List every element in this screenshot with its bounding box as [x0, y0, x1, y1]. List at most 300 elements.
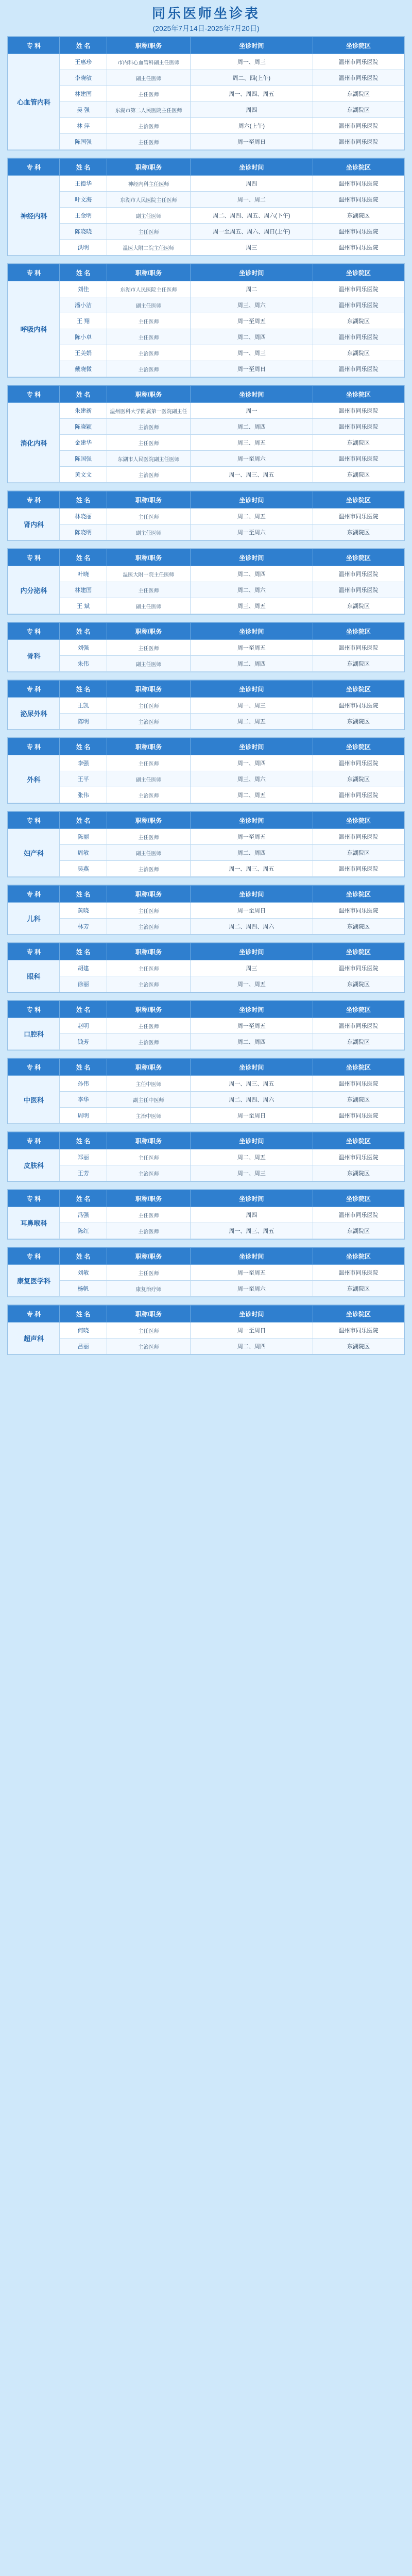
schedule-list — [7, 36, 405, 1362]
doctor-name: 吕丽 — [59, 1338, 107, 1354]
department-name: 皮肤科 — [8, 1149, 60, 1181]
consult-time: 周一至周日 — [190, 361, 313, 377]
column-header: 坐诊时间 — [190, 681, 313, 698]
doctor-name: 胡建 — [59, 960, 107, 976]
doctor-title: 主任医师 — [107, 435, 190, 451]
doctor-name: 林晓丽 — [59, 509, 107, 524]
column-header: 姓 名 — [59, 1190, 107, 1207]
doctor-title: 温州医科大学附属第一医院副主任 — [107, 403, 190, 419]
column-header: 职称/职务 — [107, 1001, 190, 1018]
doctor-name: 林建国 — [59, 582, 107, 598]
department-name: 骨科 — [8, 640, 60, 672]
table-row — [8, 509, 404, 524]
consult-time: 周一、周三、周五 — [190, 1076, 313, 1092]
consult-time: 周二、周五 — [190, 714, 313, 730]
doctor-title: 副主任医师 — [107, 297, 190, 313]
doctor-name: 刘强 — [59, 640, 107, 656]
column-header: 坐诊时间 — [190, 623, 313, 640]
column-header: 坐诊时间 — [190, 1059, 313, 1076]
consult-site: 东湖院区 — [313, 598, 404, 614]
table-row — [8, 451, 404, 467]
consult-time: 周一、周三、周五 — [190, 861, 313, 877]
doctor-name: 林芳 — [59, 919, 107, 935]
doctor-name: 张伟 — [59, 787, 107, 803]
column-header: 坐诊院区 — [313, 1306, 404, 1323]
table-row — [8, 240, 404, 256]
department-block — [7, 548, 405, 615]
table-row — [8, 134, 404, 150]
consult-site: 温州市同乐医院 — [313, 361, 404, 377]
consult-time: 周二、周五 — [190, 509, 313, 524]
column-header: 职称/职务 — [107, 738, 190, 755]
column-header: 姓 名 — [59, 886, 107, 903]
doctor-title: 主治医师 — [107, 714, 190, 730]
consult-time: 周一至周五、周六、周日(上午) — [190, 224, 313, 240]
table-row — [8, 1108, 404, 1124]
consult-time: 周一、周二 — [190, 192, 313, 208]
consult-site: 温州市同乐医院 — [313, 582, 404, 598]
consult-time: 周一至周六 — [190, 451, 313, 467]
department-table — [8, 264, 404, 377]
column-header: 姓 名 — [59, 623, 107, 640]
consult-time: 周六(上午) — [190, 118, 313, 134]
consult-site: 东湖院区 — [313, 1338, 404, 1354]
column-header: 姓 名 — [59, 37, 107, 54]
doctor-name: 王 翔 — [59, 313, 107, 329]
consult-site: 温州市同乐医院 — [313, 1108, 404, 1124]
column-header: 坐诊院区 — [313, 812, 404, 829]
department-block — [7, 1189, 405, 1240]
department-name: 内分泌科 — [8, 566, 60, 614]
column-header: 专 科 — [8, 386, 60, 403]
table-row — [8, 524, 404, 540]
doctor-name: 叶文海 — [59, 192, 107, 208]
column-header: 坐诊时间 — [190, 492, 313, 509]
department-name: 康复医学科 — [8, 1265, 60, 1297]
column-header: 姓 名 — [59, 159, 107, 176]
table-row — [8, 118, 404, 134]
consult-site: 温州市同乐医院 — [313, 240, 404, 256]
column-header: 坐诊时间 — [190, 386, 313, 403]
doctor-title: 主治医师 — [107, 345, 190, 361]
column-header: 职称/职务 — [107, 549, 190, 566]
column-header: 专 科 — [8, 623, 60, 640]
doctor-name: 李强 — [59, 755, 107, 771]
consult-site: 温州市同乐医院 — [313, 640, 404, 656]
column-header: 职称/职务 — [107, 812, 190, 829]
consult-time: 周二、周四 — [190, 1034, 313, 1050]
department-block — [7, 1247, 405, 1297]
department-table — [8, 885, 404, 935]
table-row — [8, 297, 404, 313]
department-block — [7, 490, 405, 541]
column-header: 坐诊时间 — [190, 37, 313, 54]
doctor-name: 王德华 — [59, 176, 107, 192]
doctor-title: 副主任医师 — [107, 771, 190, 787]
consult-time: 周三 — [190, 960, 313, 976]
consult-site: 温州市同乐医院 — [313, 451, 404, 467]
doctor-name: 冯强 — [59, 1207, 107, 1223]
consult-site: 温州市同乐医院 — [313, 176, 404, 192]
department-block — [7, 1000, 405, 1050]
consult-site: 东湖院区 — [313, 714, 404, 730]
table-row — [8, 714, 404, 730]
page-subtitle: (2025年7月14日-2025年7月20日) — [152, 24, 260, 32]
department-name: 中医科 — [8, 1076, 60, 1124]
table-row — [8, 903, 404, 919]
column-header: 坐诊时间 — [190, 1190, 313, 1207]
doctor-title: 主任中医师 — [107, 1076, 190, 1092]
department-name: 肾内科 — [8, 509, 60, 540]
table-row — [8, 1018, 404, 1034]
table-row — [8, 919, 404, 935]
consult-time: 周二 — [190, 281, 313, 297]
doctor-title: 主治医师 — [107, 467, 190, 483]
table-row — [8, 224, 404, 240]
consult-site: 温州市同乐医院 — [313, 1265, 404, 1281]
table-row — [8, 70, 404, 86]
table-row — [8, 54, 404, 70]
table-row — [8, 176, 404, 192]
column-header: 职称/职务 — [107, 386, 190, 403]
column-header: 姓 名 — [59, 264, 107, 281]
consult-site: 温州市同乐医院 — [313, 1149, 404, 1165]
column-header: 职称/职务 — [107, 1190, 190, 1207]
consult-time: 周四 — [190, 1207, 313, 1223]
doctor-title: 主治医师 — [107, 919, 190, 935]
doctor-title: 主任医师 — [107, 755, 190, 771]
consult-time: 周一、周四 — [190, 755, 313, 771]
department-table — [8, 37, 404, 150]
column-header: 专 科 — [8, 1059, 60, 1076]
doctor-name: 戴晓微 — [59, 361, 107, 377]
doctor-title: 副主任中医师 — [107, 1092, 190, 1108]
doctor-name: 王美娟 — [59, 345, 107, 361]
doctor-name: 王金明 — [59, 208, 107, 224]
department-name: 消化内科 — [8, 403, 60, 483]
column-header: 专 科 — [8, 264, 60, 281]
consult-time: 周一至周六 — [190, 524, 313, 540]
consult-site: 温州市同乐医院 — [313, 755, 404, 771]
table-row — [8, 755, 404, 771]
department-table — [8, 1058, 404, 1124]
header — [0, 0, 412, 36]
table-row — [8, 960, 404, 976]
consult-time: 周一 — [190, 403, 313, 419]
doctor-name: 李华 — [59, 1092, 107, 1108]
consult-site: 温州市同乐医院 — [313, 403, 404, 419]
consult-time: 周一至周日 — [190, 1108, 313, 1124]
doctor-name: 郑丽 — [59, 1149, 107, 1165]
table-row — [8, 656, 404, 672]
column-header: 坐诊时间 — [190, 886, 313, 903]
column-header: 坐诊院区 — [313, 386, 404, 403]
consult-time: 周一至周五 — [190, 829, 313, 845]
consult-site: 东湖院区 — [313, 1223, 404, 1239]
consult-site: 东湖院区 — [313, 524, 404, 540]
consult-site: 东湖院区 — [313, 1092, 404, 1108]
consult-site: 东湖院区 — [313, 102, 404, 118]
department-name: 口腔科 — [8, 1018, 60, 1050]
consult-site: 温州市同乐医院 — [313, 134, 404, 150]
doctor-name: 陈晓明 — [59, 524, 107, 540]
column-header: 姓 名 — [59, 1132, 107, 1149]
doctor-name: 何晓 — [59, 1323, 107, 1338]
consult-site: 温州市同乐医院 — [313, 297, 404, 313]
consult-site: 温州市同乐医院 — [313, 1207, 404, 1223]
department-table — [8, 1305, 404, 1354]
consult-time: 周一至周日 — [190, 1323, 313, 1338]
table-row — [8, 403, 404, 419]
consult-time: 周三 — [190, 240, 313, 256]
doctor-title: 主治医师 — [107, 1034, 190, 1050]
column-header: 姓 名 — [59, 1059, 107, 1076]
consult-site: 温州市同乐医院 — [313, 54, 404, 70]
consult-site: 温州市同乐医院 — [313, 960, 404, 976]
column-header: 坐诊院区 — [313, 1059, 404, 1076]
doctor-title: 主治医师 — [107, 361, 190, 377]
doctor-name: 黄晓 — [59, 903, 107, 919]
table-row — [8, 829, 404, 845]
doctor-title: 市内科心血管科副主任医师 — [107, 54, 190, 70]
consult-site: 东湖院区 — [313, 345, 404, 361]
consult-site: 温州市同乐医院 — [313, 566, 404, 582]
doctor-name: 朱建新 — [59, 403, 107, 419]
column-header: 职称/职务 — [107, 1306, 190, 1323]
consult-site: 温州市同乐医院 — [313, 787, 404, 803]
column-header: 专 科 — [8, 1306, 60, 1323]
doctor-title: 主任医师 — [107, 640, 190, 656]
column-header: 姓 名 — [59, 549, 107, 566]
doctor-title: 神经内科主任医师 — [107, 176, 190, 192]
column-header: 坐诊院区 — [313, 943, 404, 960]
table-row — [8, 345, 404, 361]
column-header: 坐诊时间 — [190, 1001, 313, 1018]
doctor-name: 刘佳 — [59, 281, 107, 297]
consult-site: 温州市同乐医院 — [313, 118, 404, 134]
table-row — [8, 1265, 404, 1281]
consult-time: 周二、周五 — [190, 787, 313, 803]
consult-time: 周二、周四、周五、周六(下午) — [190, 208, 313, 224]
doctor-name: 吴 强 — [59, 102, 107, 118]
consult-site: 东湖院区 — [313, 1165, 404, 1181]
consult-site: 东湖院区 — [313, 1281, 404, 1297]
column-header: 姓 名 — [59, 1248, 107, 1265]
consult-site: 温州市同乐医院 — [313, 1323, 404, 1338]
table-row — [8, 566, 404, 582]
consult-time: 周二、周四 — [190, 329, 313, 345]
consult-time: 周一、周三 — [190, 698, 313, 714]
department-block — [7, 1304, 405, 1355]
consult-site: 温州市同乐医院 — [313, 281, 404, 297]
doctor-title: 主任医师 — [107, 582, 190, 598]
consult-time: 周二、周四 — [190, 845, 313, 861]
table-row — [8, 419, 404, 435]
consult-site: 温州市同乐医院 — [313, 903, 404, 919]
column-header: 坐诊院区 — [313, 1248, 404, 1265]
table-row — [8, 102, 404, 118]
doctor-title: 主治医师 — [107, 787, 190, 803]
consult-time: 周三、周六 — [190, 771, 313, 787]
doctor-title: 温医大附二院主任医师 — [107, 240, 190, 256]
doctor-title: 主治医师 — [107, 1223, 190, 1239]
consult-time: 周二、周四、周六 — [190, 1092, 313, 1108]
department-table — [8, 738, 404, 803]
column-header: 姓 名 — [59, 681, 107, 698]
doctor-name: 陈国强 — [59, 451, 107, 467]
consult-site: 温州市同乐医院 — [313, 509, 404, 524]
doctor-name: 叶晓 — [59, 566, 107, 582]
doctor-name: 王芳 — [59, 1165, 107, 1181]
consult-site: 温州市同乐医院 — [313, 1018, 404, 1034]
doctor-title: 主任医师 — [107, 329, 190, 345]
doctor-name: 孙伟 — [59, 1076, 107, 1092]
column-header: 职称/职务 — [107, 1132, 190, 1149]
column-header: 坐诊院区 — [313, 681, 404, 698]
column-header: 职称/职务 — [107, 492, 190, 509]
department-table — [8, 811, 404, 877]
department-name: 呼吸内科 — [8, 281, 60, 377]
column-header: 坐诊时间 — [190, 738, 313, 755]
table-row — [8, 361, 404, 377]
consult-site: 温州市同乐医院 — [313, 192, 404, 208]
department-block — [7, 263, 405, 378]
doctor-title: 副主任医师 — [107, 524, 190, 540]
consult-time: 周二、周四 — [190, 419, 313, 435]
column-header: 坐诊时间 — [190, 1306, 313, 1323]
column-header: 姓 名 — [59, 738, 107, 755]
column-header: 专 科 — [8, 738, 60, 755]
column-header: 坐诊院区 — [313, 549, 404, 566]
department-table — [8, 158, 404, 256]
department-block — [7, 622, 405, 672]
doctor-name: 陈丽 — [59, 829, 107, 845]
department-block — [7, 811, 405, 877]
doctor-name: 陈小卓 — [59, 329, 107, 345]
column-header: 坐诊院区 — [313, 1132, 404, 1149]
department-block — [7, 680, 405, 730]
column-header: 坐诊时间 — [190, 812, 313, 829]
doctor-name: 周明 — [59, 1108, 107, 1124]
column-header: 坐诊时间 — [190, 1248, 313, 1265]
doctor-title: 东湖市人民医院主任医师 — [107, 281, 190, 297]
department-table — [8, 1132, 404, 1181]
consult-time: 周二、周四 — [190, 656, 313, 672]
column-header: 坐诊院区 — [313, 886, 404, 903]
department-name: 妇产科 — [8, 829, 60, 877]
doctor-title: 主治中医师 — [107, 1108, 190, 1124]
doctor-name: 赵明 — [59, 1018, 107, 1034]
consult-site: 温州市同乐医院 — [313, 829, 404, 845]
department-table — [8, 1001, 404, 1050]
doctor-name: 朱伟 — [59, 656, 107, 672]
consult-site: 温州市同乐医院 — [313, 861, 404, 877]
consult-time: 周四 — [190, 102, 313, 118]
table-row — [8, 467, 404, 483]
department-table — [8, 549, 404, 614]
column-header: 职称/职务 — [107, 1248, 190, 1265]
doctor-title: 主任医师 — [107, 1149, 190, 1165]
column-header: 职称/职务 — [107, 886, 190, 903]
doctor-title: 主任医师 — [107, 313, 190, 329]
doctor-name: 陈红 — [59, 1223, 107, 1239]
table-row — [8, 976, 404, 992]
doctor-name: 陈国强 — [59, 134, 107, 150]
column-header: 专 科 — [8, 681, 60, 698]
department-block — [7, 1131, 405, 1182]
consult-time: 周二、周四 — [190, 566, 313, 582]
consult-time: 周三、周五 — [190, 435, 313, 451]
table-row — [8, 698, 404, 714]
department-block — [7, 36, 405, 150]
doctor-name: 刘敏 — [59, 1265, 107, 1281]
consult-time: 周一、周三 — [190, 345, 313, 361]
column-header: 专 科 — [8, 1001, 60, 1018]
doctor-title: 主任医师 — [107, 960, 190, 976]
page-title: 同乐医师坐诊表 — [151, 6, 260, 21]
doctor-name: 徐丽 — [59, 976, 107, 992]
doctor-name: 钱芳 — [59, 1034, 107, 1050]
column-header: 职称/职务 — [107, 264, 190, 281]
column-header: 坐诊时间 — [190, 549, 313, 566]
consult-time: 周二、周四、周六 — [190, 919, 313, 935]
column-header: 坐诊院区 — [313, 264, 404, 281]
column-header: 坐诊时间 — [190, 159, 313, 176]
column-header: 专 科 — [8, 943, 60, 960]
column-header: 坐诊院区 — [313, 37, 404, 54]
column-header: 专 科 — [8, 159, 60, 176]
doctor-title: 主任医师 — [107, 829, 190, 845]
department-name: 神经内科 — [8, 176, 60, 256]
column-header: 坐诊院区 — [313, 159, 404, 176]
column-header: 职称/职务 — [107, 623, 190, 640]
doctor-title: 主任医师 — [107, 224, 190, 240]
column-header: 专 科 — [8, 812, 60, 829]
consult-time: 周一、周三 — [190, 54, 313, 70]
column-header: 专 科 — [8, 1132, 60, 1149]
column-header: 专 科 — [8, 1190, 60, 1207]
column-header: 专 科 — [8, 492, 60, 509]
column-header: 职称/职务 — [107, 681, 190, 698]
department-name: 心血管内科 — [8, 54, 60, 150]
column-header: 姓 名 — [59, 1001, 107, 1018]
doctor-title: 东湖市人民医院副主任医师 — [107, 451, 190, 467]
column-header: 坐诊院区 — [313, 1190, 404, 1207]
consult-site: 东湖院区 — [313, 976, 404, 992]
doctor-name: 王 斌 — [59, 598, 107, 614]
doctor-title: 主任医师 — [107, 86, 190, 102]
department-name: 儿科 — [8, 903, 60, 935]
doctor-title: 主治医师 — [107, 1165, 190, 1181]
consult-site: 东湖院区 — [313, 208, 404, 224]
consult-time: 周一、周三、周五 — [190, 1223, 313, 1239]
consult-site: 东湖院区 — [313, 313, 404, 329]
doctor-title: 主治医师 — [107, 419, 190, 435]
column-header: 职称/职务 — [107, 943, 190, 960]
doctor-name: 潘小洁 — [59, 297, 107, 313]
table-row — [8, 598, 404, 614]
table-row — [8, 787, 404, 803]
consult-time: 周一、周三 — [190, 1165, 313, 1181]
column-header: 姓 名 — [59, 812, 107, 829]
column-header: 姓 名 — [59, 492, 107, 509]
doctor-name: 陈晓颖 — [59, 419, 107, 435]
column-header: 专 科 — [8, 1248, 60, 1265]
consult-time: 周一至周五 — [190, 1018, 313, 1034]
column-header: 专 科 — [8, 549, 60, 566]
doctor-title: 主任医师 — [107, 1018, 190, 1034]
doctor-title: 康复治疗师 — [107, 1281, 190, 1297]
